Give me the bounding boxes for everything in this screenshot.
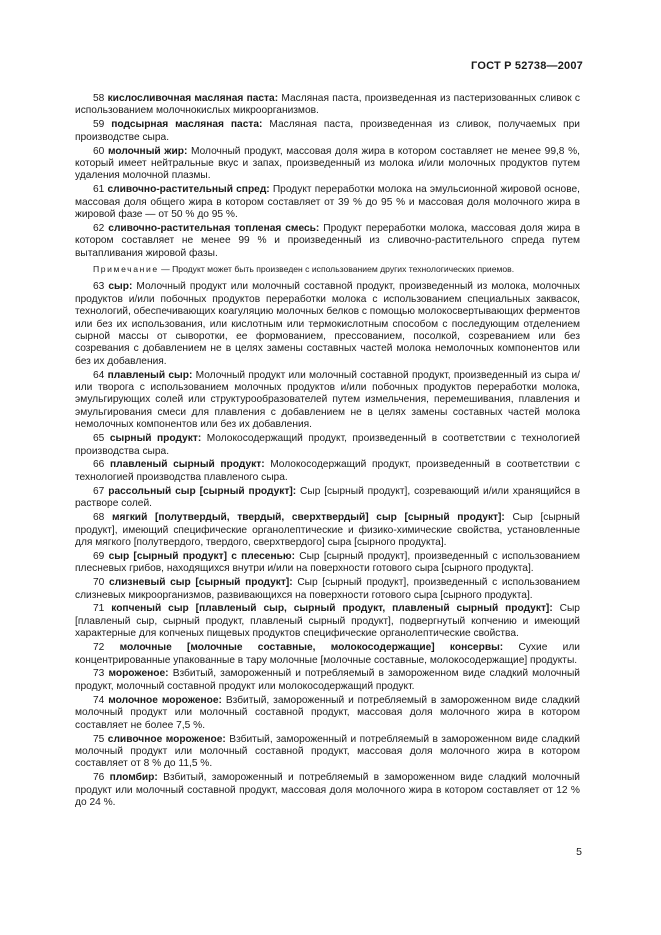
note [75, 264, 580, 275]
term-definition: Взбитый, замороженный и потребляемый в замороженном виде сладкий молочный продукт или молочный составной продукт, массовая доля молочного жира в котором составляет от 12 % до 24 %. [75, 772, 580, 809]
term-number: 58 [93, 93, 105, 104]
note-dash: — [158, 264, 173, 275]
term-entry [75, 772, 580, 809]
term-number: 66 [93, 459, 105, 471]
term-entry [75, 370, 580, 432]
page-number: 5 [576, 846, 582, 858]
term-entry [75, 119, 580, 144]
term-definition: Молокосодержащий продукт, произведенный в соответствии с технологией производства сыра. [75, 433, 580, 457]
term-entry [75, 512, 580, 549]
term-number: 63 [93, 281, 105, 293]
term-name: сливочно-растительная топленая смесь: [108, 223, 320, 235]
term-definition: Масляная паста, произведенная из пастеризованных сливок с использованием молочнокислых микроорганизмов. [75, 93, 580, 117]
term-name: молочные [молочные составные, молокосодержащие] консервы: [119, 642, 504, 654]
term-definition: Молочный продукт, массовая доля жира в котором составляет не менее 99,8 %, который имеет нейтральные вкус и запах, произведенный из молока и/или молочных продуктов путем удаления молочной плазмы. [75, 145, 580, 182]
term-entry [75, 486, 580, 511]
term-entry [75, 281, 580, 368]
term-definition: Взбитый, замороженный и потребляемый в замороженном виде сладкий молочный продукт или молочный составной продукт, массовая доля молочного жира в котором составляет не более 7,5 %. [75, 694, 580, 731]
term-name: сырный продукт: [109, 433, 202, 445]
term-definition: Сыр [плавленый сыр, сырный продукт, плавленый сырный продукт], подвергнутый копчению и имеющий характерные для копченых пищевых продуктов специфические органолептические свойства. [75, 603, 580, 640]
term-number: 62 [93, 223, 105, 235]
term-name: мороженое: [108, 668, 169, 680]
term-name: пломбир: [109, 772, 158, 784]
term-definition: Молокосодержащий продукт, произведенный в соответствии с технологией производства плавленого сыра. [75, 459, 580, 483]
term-entry [75, 551, 580, 576]
term-definition: Сыр [сырный продукт], произведенный с использованием плесневых грибов, находящихся внутри и/или на поверхности готового сыра [сырного продукта]. [75, 550, 580, 575]
term-number: 69 [93, 550, 105, 562]
term-number: 73 [93, 668, 105, 680]
term-entry [75, 433, 580, 458]
term-definition: Продукт переработки молока на эмульсионной жировой основе, массовая доля общего жира в котором составляет от 39 % до 95 % и массовая доля молочного жира в жировой фазе — от 50 % до 95 %. [75, 184, 580, 221]
term-number: 65 [93, 433, 105, 445]
term-name: плавленый сыр: [107, 369, 193, 381]
term-number: 60 [93, 145, 105, 157]
terms-group-b [75, 281, 580, 809]
term-name: сливочно-растительный спред: [107, 184, 270, 196]
term-name: мягкий [полутвердый, твердый, сверхтвердый] сыр [сырный продукт]: [111, 512, 505, 524]
term-definition: Продукт переработки молока, массовая доля жира в котором составляет не менее 99 % и произведенный из сливочно-растительного спреда путем вытапливания жировой фазы. [75, 223, 581, 259]
term-definition: Взбитый, замороженный и потребляемый в замороженном виде сладкий молочный продукт, молочный составной продукт или молокосодержащий продукт. [75, 668, 580, 692]
term-name: плавленый сырный продукт: [109, 459, 265, 471]
term-entry [75, 93, 580, 118]
term-entry [75, 603, 580, 640]
document-body [75, 93, 580, 811]
term-entry [75, 184, 580, 221]
term-name: рассольный сыр [сырный продукт]: [108, 485, 297, 497]
term-entry [75, 734, 580, 771]
term-entry [75, 459, 580, 484]
term-name: подсырная масляная паста: [111, 119, 263, 131]
term-number: 67 [93, 485, 105, 497]
term-entry [75, 577, 580, 602]
term-definition: Сыр [сырный продукт], имеющий специфические органолептические и физико-химические свойства, установленные для мягкого [полутвердого, твердого, сверхтвердого] сыра [сырного продукта]. [75, 512, 580, 548]
term-name: молочный жир: [107, 145, 188, 157]
term-number: 64 [93, 369, 105, 381]
term-definition: Сухие или концентрированные упакованные в тару молочные [молочные составные, молокосодержащие] продукты. [75, 642, 580, 666]
term-name: сыр: [108, 281, 133, 293]
term-definition: Взбитый, замороженный и потребляемый в замороженном виде сладкий молочный продукт или молочный составной продукт, массовая доля молочного жира в котором составляет от 8 % до 11,5 %. [75, 733, 580, 770]
term-definition: Сыр [сырный продукт], произведенный с использованием слизневых микроорганизмов, развивающихся на поверхности готового сыра [сырного продукта]. [75, 577, 580, 601]
term-name: сливочное мороженое: [107, 733, 226, 745]
term-number: 72 [93, 642, 105, 654]
term-name: сыр [сырный продукт] с плесенью: [108, 550, 295, 562]
term-number: 75 [93, 733, 105, 745]
term-number: 74 [93, 694, 105, 706]
term-number: 70 [93, 577, 105, 589]
standard-designation: ГОСТ Р 52738—2007 [471, 60, 583, 72]
term-number: 68 [93, 512, 105, 524]
term-entry [75, 695, 580, 732]
term-number: 59 [93, 119, 105, 131]
term-definition: Молочный продукт или молочный составной продукт, произведенный из сыра и/или творога с использованием молочных продуктов и/или побочных продуктов переработки молока, эмульгирующих солей или структурообразователей путем измельчения, перемешивания, плавления и эмульгирования смеси для плавления с добавлением не в целях замены составных частей молока немолочных компонентов или без их добавления. [75, 369, 580, 431]
terms-group-a [75, 93, 580, 260]
term-name: слизневый сыр [сырный продукт]: [108, 577, 293, 589]
note-label: Примечание [93, 264, 159, 275]
term-entry [75, 223, 580, 260]
term-name: копченый сыр [плавленый сыр, сырный продукт, плавленый сырный продукт]: [111, 603, 553, 615]
note-text: Продукт может быть произведен с использованием других технологических приемов. [172, 264, 515, 275]
term-number: 61 [93, 184, 105, 196]
term-definition: Молочный продукт или молочный составной продукт, произведенный из молока, молочных продуктов и/или побочных продуктов переработки молока с использованием специальных заквасок, технологий, обеспечивающих коагуляцию молочных белков с помощью молокосвертывающих ферментов или без их использования, или кислотным или термокислотным способом с последующим отделением сырной массы от сыворотки, ее формованием, прессованием, посолкой, созреванием или без созревания с добавлением не в целях замены составных частей молока немолочных компонентов или без их добавления. [75, 281, 580, 367]
term-entry [75, 146, 580, 183]
term-number: 71 [93, 603, 105, 615]
term-number: 76 [93, 772, 105, 784]
term-name: молочное мороженое: [108, 694, 222, 706]
term-definition: Сыр [сырный продукт], созревающий и/или хранящийся в растворе солей. [75, 485, 580, 510]
term-entry [75, 642, 580, 667]
term-definition: Масляная паста, произведенная из сливок, получаемых при производстве сыра. [75, 119, 580, 143]
term-entry [75, 668, 580, 693]
term-name: кислосливочная масляная паста: [107, 93, 279, 104]
